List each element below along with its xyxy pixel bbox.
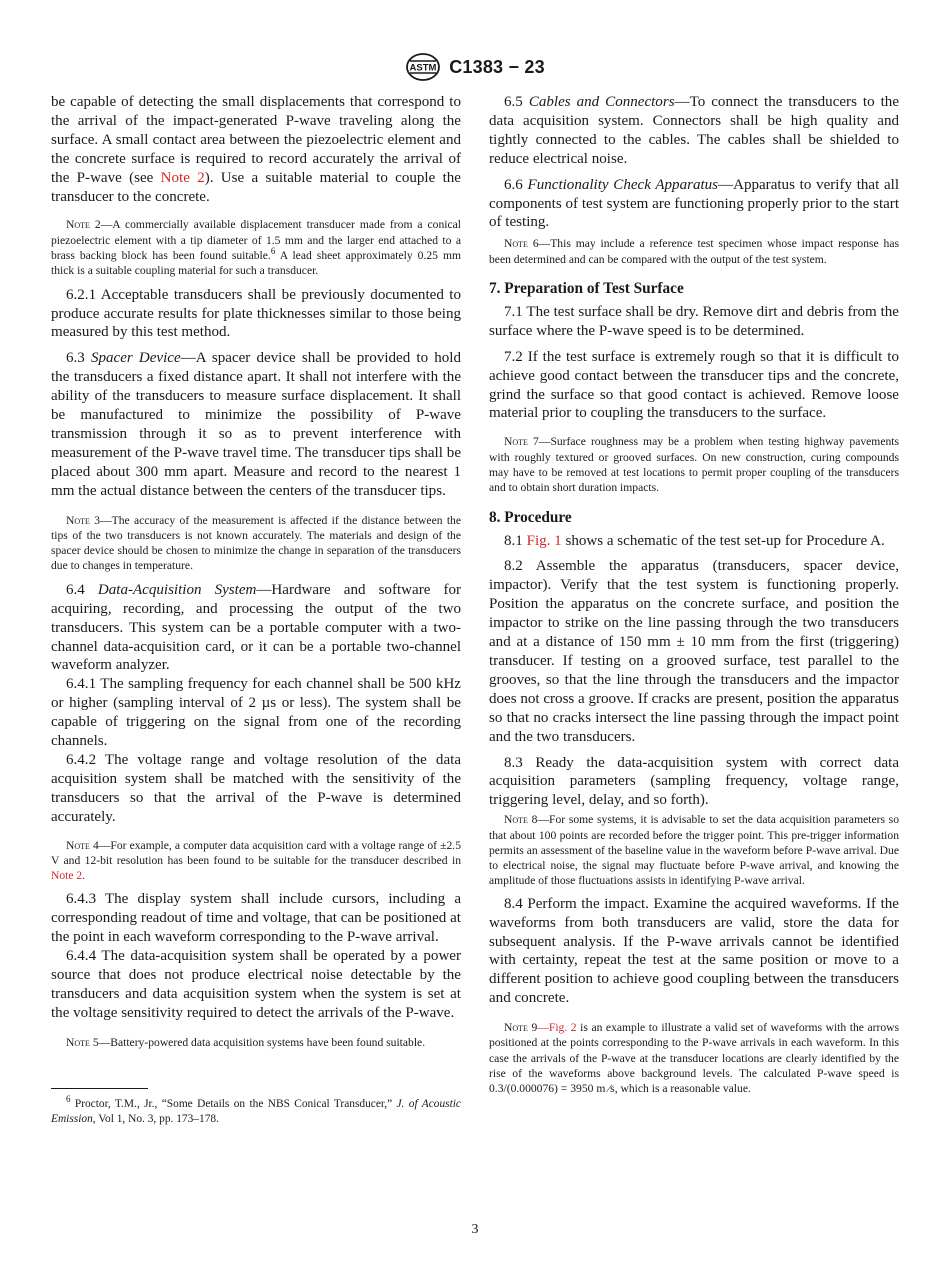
note-3: Note 3—The accuracy of the measurement is affected if the distance between the tips of the two transducers is not known accurately. The materials and design of the spacer device should be chosen to minimize the change in separation of the transducers due to changes in temperature.: [51, 513, 461, 573]
paragraph-6-6: 6.6 Functionality Check Apparatus—Apparatus to verify that all components of test system are functioning properly prior to the start of testing.: [489, 176, 900, 231]
paragraph-6-5: 6.5 Cables and Connectors—To connect the transducers to the data acquisition system. Connectors shall be high quality and tightly connected to the cables. The cables shall be shielded to reduce electrical noise.: [489, 94, 899, 167]
paragraph-8-2: 8.2 Assemble the apparatus (transducers, spacer device, impactor). Verify that the test system is functioning properly. Position the apparatus on the concrete surface, and position the impactor to strike on the line passing through the two transducers and at a distance of 150 mm ± 10 mm from the first (triggering) transducer. If testing on a grooved surface, test parallel to the grooves, so that the line through the transducers and the impactor does not cross a groove. If cracks are present, position the apparatus so that no cracks intersect the line passing through the impact point and the two transducers.: [489, 558, 899, 745]
paragraph-6-2-continued: be capable of detecting the small displacements that correspond to the arrival of the impact-generated P-wave traveling along the surface. A small contact area between the piezoelectric element and the concrete surface is required to record accurately the arrival of the P-wave (see Note 2). Use a suitable material to couple the transducer to the concrete.: [51, 94, 461, 205]
note-6: Note 6—This may include a reference test specimen whose impact response has been determined and can be compared with the output of the test system.: [489, 237, 900, 266]
section-8-heading: 8. Procedure: [489, 508, 572, 526]
paragraph-6-3: 6.3 Spacer Device—A spacer device shall be provided to hold the transducers a fixed distance apart. It shall not interfere with the ability of the transducers to measure surface displacement. It shall be manufactured to minimize the possibility of P-wave transmission through it so as to prevent interference with measurement of the P-wave travel time. The transducer tips shall be placed about 300 mm apart. Measure and record to the nearest 1 mm the actual distance between the centers of the transducer tips.: [51, 350, 461, 499]
note-5: Note 5—Battery-powered data acquisition systems have been found suitable.: [66, 1035, 426, 1049]
fig-1-link[interactable]: Fig. 1: [526, 532, 562, 549]
fig-2-link[interactable]: Fig. 2: [548, 1021, 577, 1035]
paragraph-7-1: 7.1 The test surface shall be dry. Remove dirt and debris from the surface where the P-wave speed is to be determined.: [489, 303, 899, 339]
svg-text:ASTM: ASTM: [409, 62, 437, 74]
paragraph-6-4-2: 6.4.2 The voltage range and voltage resolution of the data acquisition system shall be matched with the sensitivity of the transducers so that the arrival of the P-wave is determined accurately.: [51, 751, 461, 825]
footnote-6: $^6$ Proctor, T.M., Jr., “Some Details on the NBS Conical Transducer,” J. of Acoustic Emission, Vol 1, No. 3, pp. 173–178.: [51, 1094, 461, 1126]
note-4: Note 4—For example, a computer data acquisition card with a voltage range of ±2.5 V and 12-bit resolution has been found to be suitable for the transducer described in Note 2.: [51, 838, 461, 883]
note-2-link[interactable]: Note 2: [160, 169, 205, 186]
section-7-heading: 7. Preparation of Test Surface: [489, 279, 684, 297]
note-9: Note 9—Fig. 2 is an example to illustrate a valid set of waveforms with the arrows positioned at the points corresponding to the P-wave arrivals in each waveform. In this case the arrivals of the P-wave at the transducer locations are clearly identified by the rise of the waveforms above background levels. The calculated P-wave speed is 0.3/(0.000076) = 3950 m ⁄s, which is a reasonable value.: [489, 1021, 899, 1096]
footnote-rule: [51, 1088, 148, 1089]
page-header: [0, 52, 950, 82]
note-8: Note 8—For some systems, it is advisable to set the data acquisition parameters so that about 100 points are recorded before the trigger point. This pre-trigger information permits an assessment of the baseline value in the waveform before P-wave arrival. Due to electrical noise, the signal may fluctuate before P-wave arrival, and knowing the amplitude of those fluctuations assists in identifying P-wave arrival.: [489, 813, 899, 888]
paragraph-6-4-3: 6.4.3 The display system shall include cursors, including a corresponding readout of time and voltage, that can be positioned at the point in each waveform corresponding to the P-wave arrival.: [51, 891, 461, 946]
paragraph-6-4-1: 6.4.1 The sampling frequency for each channel shall be 500 kHz or higher (sampling interval of 2 µs or less). The system shall be capable of triggering on the signal from one of the recording channels.: [51, 676, 461, 750]
paragraph-6-4: 6.4 Data-Acquisition System—Hardware and software for acquiring, recording, and processing the output of the two transducers. This system can be a portable computer with a two-channel data-acquisition card, or it can be a portable two-channel waveform analyzer.: [51, 581, 461, 674]
right-column: [489, 93, 899, 1097]
paragraph-6-2-1: 6.2.1 Acceptable transducers shall be previously documented to produce accurate results for plate thicknesses similar to those being measured by this test method.: [51, 286, 461, 341]
note-2: Note 2—A commercially available displacement transducer made from a conical piezoelectric element with a tip diameter of 1.5 mm and the larger end attached to a brass backing block has been found suitable.$^6$ A lead sheet approximately 0.25 mm thick is a suitable coupling material for such a transducer.: [51, 218, 461, 278]
footnote-6-ref[interactable]: 6: [270, 246, 276, 257]
paragraph-8-1: 8.1 Fig. 1 shows a schematic of the test set-up for Procedure A.: [504, 532, 885, 549]
standard-designation: C1383 − 23: [449, 56, 545, 77]
note-7: Note 7—Surface roughness may be a problem when testing highway pavements with roughly textured or grooved surfaces. On new construction, curing compounds may have to be removed at test locations to permit proper coupling of the transducers and to obtain short duration impacts.: [489, 435, 899, 495]
paragraph-8-3: 8.3 Ready the data-acquisition system with correct data acquisition parameters (sampling frequency, voltage range, triggering level, delay, and so forth).: [489, 754, 899, 809]
paragraph-6-4-4: 6.4.4 The data-acquisition system shall be operated by a power source that does not produce electrical noise detectable by the transducers and data acquisition system when the system is set at the voltage sensitivity required to detect the arrivals of the P-wave.: [51, 948, 461, 1021]
left-column: [51, 93, 461, 1128]
paragraph-7-2: 7.2 If the test surface is extremely rough so that it is difficult to achieve good contact between the transducer tips and the concrete, grind the surface so that good contact is achieved. Remove loose material prior to coupling the transducers to the surface.: [489, 348, 899, 422]
paragraph-8-4: 8.4 Perform the impact. Examine the acquired waveforms. If the waveforms from both transducers are valid, store the data for subsequent analysis. If the P-wave arrivals cannot be identified with certainty, repeat the test at the same position or move to a different position to achieve good coupling between the transducers and concrete.: [489, 895, 899, 1007]
note-2-link[interactable]: Note 2: [51, 869, 83, 883]
page-number: 3: [471, 1222, 479, 1237]
astm-logo-icon: [405, 52, 441, 82]
